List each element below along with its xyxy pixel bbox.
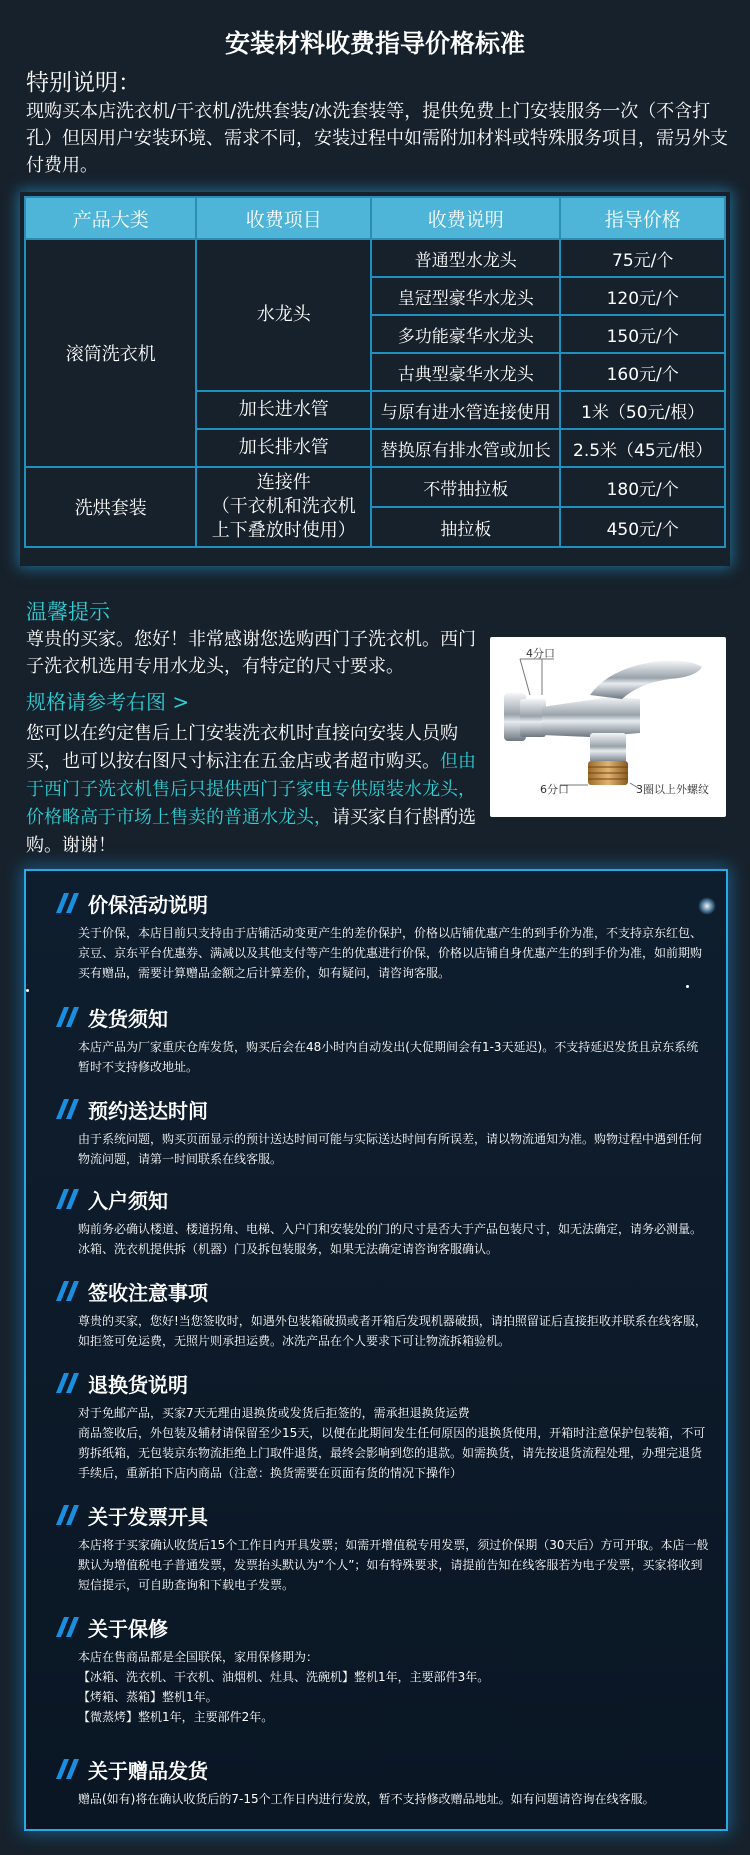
section-title: 关于发票开具 — [88, 1504, 208, 1529]
section-line: 关于价保，本店目前只支持由于店铺活动变更产生的差价保护，价格以店铺优惠产生的到手价为准，不支持京东红包、京豆、京东平台优惠券、满减以及其他支付等产生的优惠进行价保，价格以店铺自身优惠产生的到手价为准，如前期购买有赠品，需要计算赠品金额之后计算差价，如有疑问，请咨询客服。 — [78, 926, 703, 980]
special-text: 现购买本店洗衣机/干衣机/洗烘套装/冰洗套装等，提供免费上门安装服务一次（不含打孔）但因用户安装环境、需求不同，安装过程中如需附加材料或特殊服务项目，需另外支付费用。 — [26, 101, 728, 176]
price-cell: 1米（50元/根） — [560, 391, 725, 429]
price-cell: 150元/个 — [560, 315, 725, 353]
slash-icon — [50, 1615, 80, 1639]
tips-section — [26, 596, 486, 860]
section-title: 发货须知 — [88, 1006, 168, 1031]
section-line: 由于系统问题，购买页面显示的预计送达时间可能与实际送达时间有所误差，请以物流通知为准。购物过程中遇到任何物流问题，请第一时间联系在线客服。 — [78, 1132, 703, 1166]
section-title: 关于保修 — [88, 1616, 168, 1641]
table-row — [25, 467, 725, 507]
item-cell: 水龙头 — [196, 239, 371, 391]
slash-icon — [50, 1371, 80, 1395]
slash-icon — [50, 891, 80, 915]
slash-icon — [50, 1503, 80, 1527]
faucet-label-thread: 3圈以上外螺纹 — [636, 783, 709, 796]
tips-sub-heading: 规格请参考右图 > — [26, 690, 190, 714]
section-gift — [50, 1753, 710, 1809]
section-line: 【冰箱、洗衣机、干衣机、油烟机、灶具、洗碗机】整机1年，主要部件3年。 — [78, 1670, 490, 1684]
item-cell: 加长排水管 — [196, 429, 371, 467]
section-line: 对于免邮产品，买家7天无理由退换货或发货后拒签的，需承担退换货运费 — [78, 1406, 470, 1420]
slash-icon — [50, 1757, 80, 1781]
price-cell: 120元/个 — [560, 277, 725, 315]
tips-body-before: 您可以在约定售后上门安装洗衣机时直接向安装人员购买，也可以按右图尺寸标注在五金店或者超市购买。 — [26, 723, 458, 772]
category-cell: 滚筒洗衣机 — [25, 239, 196, 467]
table-row — [25, 239, 725, 277]
item-name-sub: （干衣机和洗衣机上下叠放时使用） — [211, 496, 356, 541]
item-cell — [196, 467, 371, 547]
faucet-image — [490, 637, 726, 817]
section-line: 本店产品为厂家重庆仓库发货，购买后会在48小时内自动发出(大促期间会有1-3天延迟)。不支持延迟发货且京东系统暂时不支持修改地址。 — [78, 1040, 699, 1074]
section-shipping — [50, 1001, 710, 1077]
notice-panel — [24, 869, 728, 1831]
section-line: 本店在售商品都是全国联保，家用保修期为： — [78, 1650, 319, 1664]
faucet-label-bottom: 6分口 — [540, 783, 569, 796]
header-item: 收费项目 — [196, 197, 371, 239]
section-receipt — [50, 1275, 710, 1351]
section-line: 购前务必确认楼道、楼道拐角、电梯、入户门和安装处的门的尺寸是否大于产品包装尺寸，如无法确定，请务必测量。冰箱、洗衣机提供拆（机器）门及拆包装服务，如果无法确定请咨询客服确认。 — [78, 1222, 703, 1256]
section-invoice — [50, 1499, 710, 1595]
section-line: 本店将于买家确认收货后15个工作日内开具发票；如需开增值税专用发票，须过价保期（30天后）方可开取。本店一般默认为增值税电子普通发票，发票抬头默认为“个人”；如有特殊要求，请提前告知在线客服若为电子发票，买家将收到短信提示，可自助查询和下载电子发票。 — [78, 1538, 709, 1592]
price-cell: 160元/个 — [560, 353, 725, 391]
section-delivery-time — [50, 1093, 710, 1169]
section-entry — [50, 1183, 710, 1259]
slash-icon — [50, 1005, 80, 1029]
section-line: 尊贵的买家，您好!当您签收时，如遇外包装箱破损或者开箱后发现机器破损，请拍照留证后直接拒收并联系在线客服，如拒签可免运费，无照片则承担运费。冰洗产品在个人要求下可让物流拆箱验机。 — [78, 1314, 707, 1348]
section-returns — [50, 1367, 710, 1483]
desc-cell: 古典型豪华水龙头 — [371, 353, 560, 391]
page-title: 安装材料收费指导价格标准 — [224, 29, 525, 58]
tips-body — [26, 720, 486, 860]
section-price-protection — [50, 887, 710, 983]
star-decoration — [686, 985, 689, 988]
tips-body-highlight: 但由于西门子洗衣机售后只提供西门子家电专供原装水龙头，价格略高于市场上售卖的普通水龙头， — [26, 751, 476, 828]
section-line: 【烤箱、蒸箱】整机1年。 — [78, 1690, 218, 1704]
faucet-label-top: 4分口 — [526, 647, 555, 660]
header-category: 产品大类 — [25, 197, 196, 239]
desc-cell: 皇冠型豪华水龙头 — [371, 277, 560, 315]
slash-icon — [50, 1187, 80, 1211]
desc-cell: 替换原有排水管或加长 — [371, 429, 560, 467]
item-name: 连接件 — [256, 472, 311, 493]
desc-cell: 普通型水龙头 — [371, 239, 560, 277]
section-line: 【微蒸烤】整机1年，主要部件2年。 — [78, 1710, 274, 1724]
desc-cell: 多功能豪华水龙头 — [371, 315, 560, 353]
slash-icon — [50, 1097, 80, 1121]
header-price: 指导价格 — [560, 197, 725, 239]
section-title: 签收注意事项 — [88, 1280, 208, 1305]
tips-body-after: 请买家自行斟酌选购。谢谢！ — [26, 807, 476, 856]
item-cell: 加长进水管 — [196, 391, 371, 429]
price-cell: 450元/个 — [560, 507, 725, 547]
section-warranty — [50, 1611, 710, 1727]
section-title: 退换货说明 — [88, 1372, 188, 1397]
section-title: 价保活动说明 — [88, 892, 208, 917]
slash-icon — [50, 1279, 80, 1303]
special-heading: 特别说明： — [26, 70, 141, 96]
section-title: 入户须知 — [88, 1188, 168, 1213]
price-cell: 75元/个 — [560, 239, 725, 277]
tips-heading: 温馨提示 — [26, 600, 110, 624]
header-desc: 收费说明 — [371, 197, 560, 239]
section-title: 关于赠品发货 — [88, 1758, 208, 1783]
table-header-row — [25, 197, 725, 239]
category-cell: 洗烘套装 — [25, 467, 196, 547]
section-line: 商品签收后，外包装及辅材请保留至少15天，以便在此期间发生任何原因的退换货使用，开箱时注意保护包装箱，不可剪拆纸箱，无包装京东物流拒绝上门取件退货，最终会影响到您的退款。如需换货，请先按退货流程处理，办理完退货手续后，重新拍下店内商品（注意：换货需要在页面有货的情况下操作） — [78, 1426, 706, 1480]
section-line: 赠品(如有)将在确认收货后的7-15个工作日内进行发放，暂不支持修改赠品地址。如有问题请咨询在线客服。 — [78, 1792, 655, 1806]
section-title: 预约送达时间 — [88, 1098, 208, 1123]
price-cell: 180元/个 — [560, 467, 725, 507]
star-decoration — [26, 989, 29, 992]
desc-cell: 不带抽拉板 — [371, 467, 560, 507]
tips-text: 尊贵的买家。您好！非常感谢您选购西门子洗衣机。西门子洗衣机选用专用水龙头，有特定的尺寸要求。 — [26, 629, 476, 677]
price-table — [24, 196, 726, 548]
desc-cell: 抽拉板 — [371, 507, 560, 547]
desc-cell: 与原有进水管连接使用 — [371, 391, 560, 429]
price-cell: 2.5米（45元/根） — [560, 429, 725, 467]
